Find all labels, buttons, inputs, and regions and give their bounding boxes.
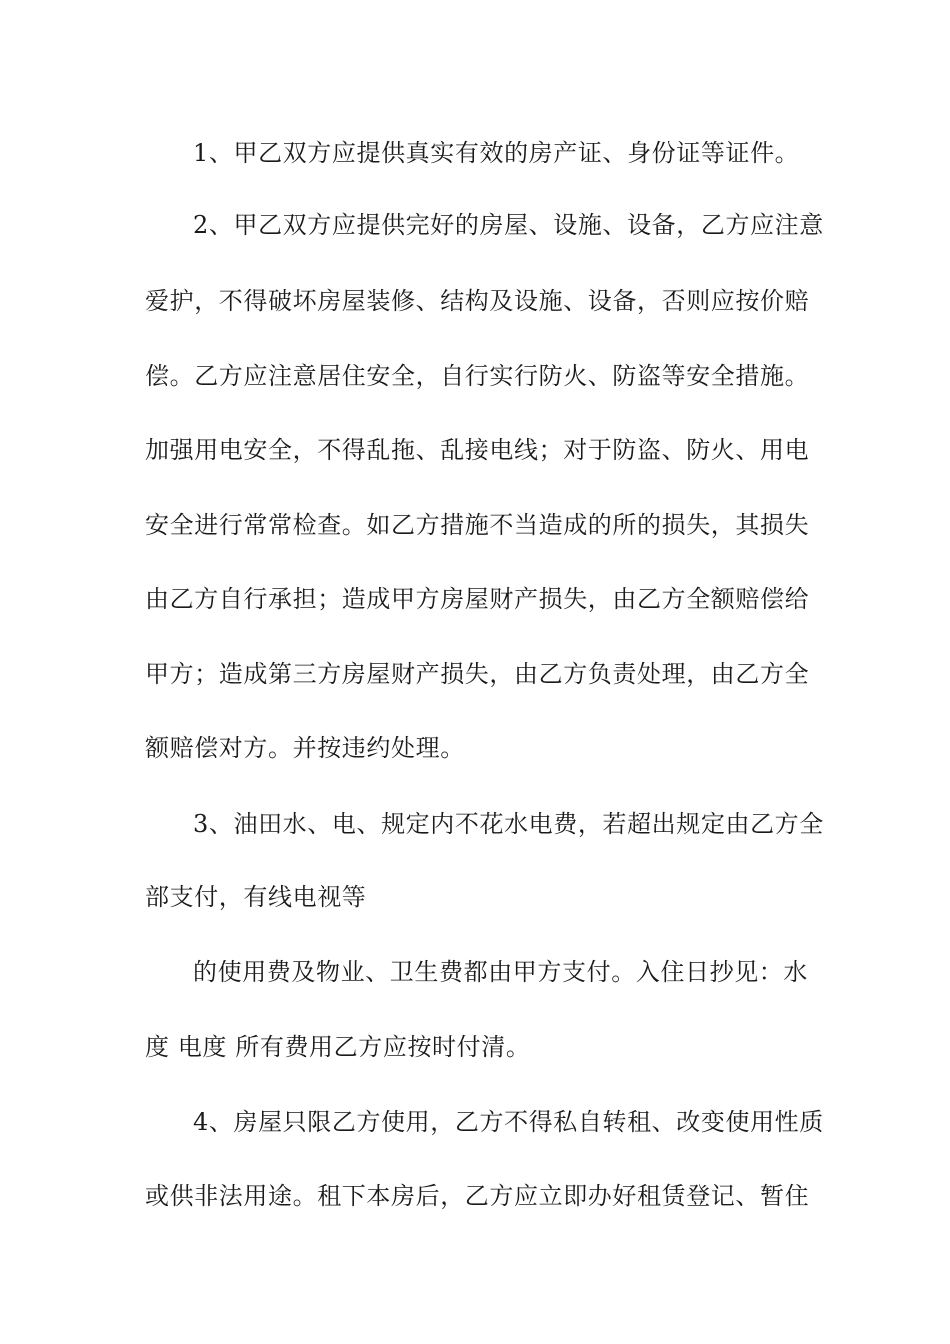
clause-3-line-1: 3、油田水、电、规定内不花水电费，若超出规定由乙方全: [193, 810, 824, 838]
clause-2-line-5: 安全进行常常检查。如乙方措施不当造成的所的损失，其损失: [145, 511, 810, 539]
clause-4-line-2: 或供非法用途。租下本房后，乙方应立即办好租赁登记、暂住: [145, 1182, 810, 1210]
clause-3-line-2: 部支付，有线电视等: [145, 883, 367, 911]
clause-3-line-3: 的使用费及物业、卫生费都由甲方支付。入住日抄见：水: [193, 958, 808, 986]
clause-2-line-6: 由乙方自行承担；造成甲方房屋财产损失，由乙方全额赔偿给: [145, 585, 810, 613]
clause-4-line-1: 4、房屋只限乙方使用，乙方不得私自转租、改变使用性质: [193, 1108, 824, 1136]
clause-2-line-3: 偿。乙方应注意居住安全，自行实行防火、防盗等安全措施。: [145, 362, 810, 390]
clause-2-line-2: 爱护，不得破坏房屋装修、结构及设施、设备，否则应按价赔: [145, 287, 810, 315]
clause-2-line-7: 甲方；造成第三方房屋财产损失，由乙方负责处理，由乙方全: [145, 660, 810, 688]
clause-2-line-8: 额赔偿对方。并按违约处理。: [145, 734, 465, 762]
clause-3-line-4: 度 电度 所有费用乙方应按时付清。: [145, 1033, 531, 1061]
clause-2-line-4: 加强用电安全，不得乱拖、乱接电线；对于防盗、防火、用电: [145, 436, 810, 464]
clause-2-line-1: 2、甲乙双方应提供完好的房屋、设施、设备，乙方应注意: [193, 211, 824, 239]
clause-1-line-1: 1、甲乙双方应提供真实有效的房产证、身份证等证件。: [193, 139, 800, 167]
